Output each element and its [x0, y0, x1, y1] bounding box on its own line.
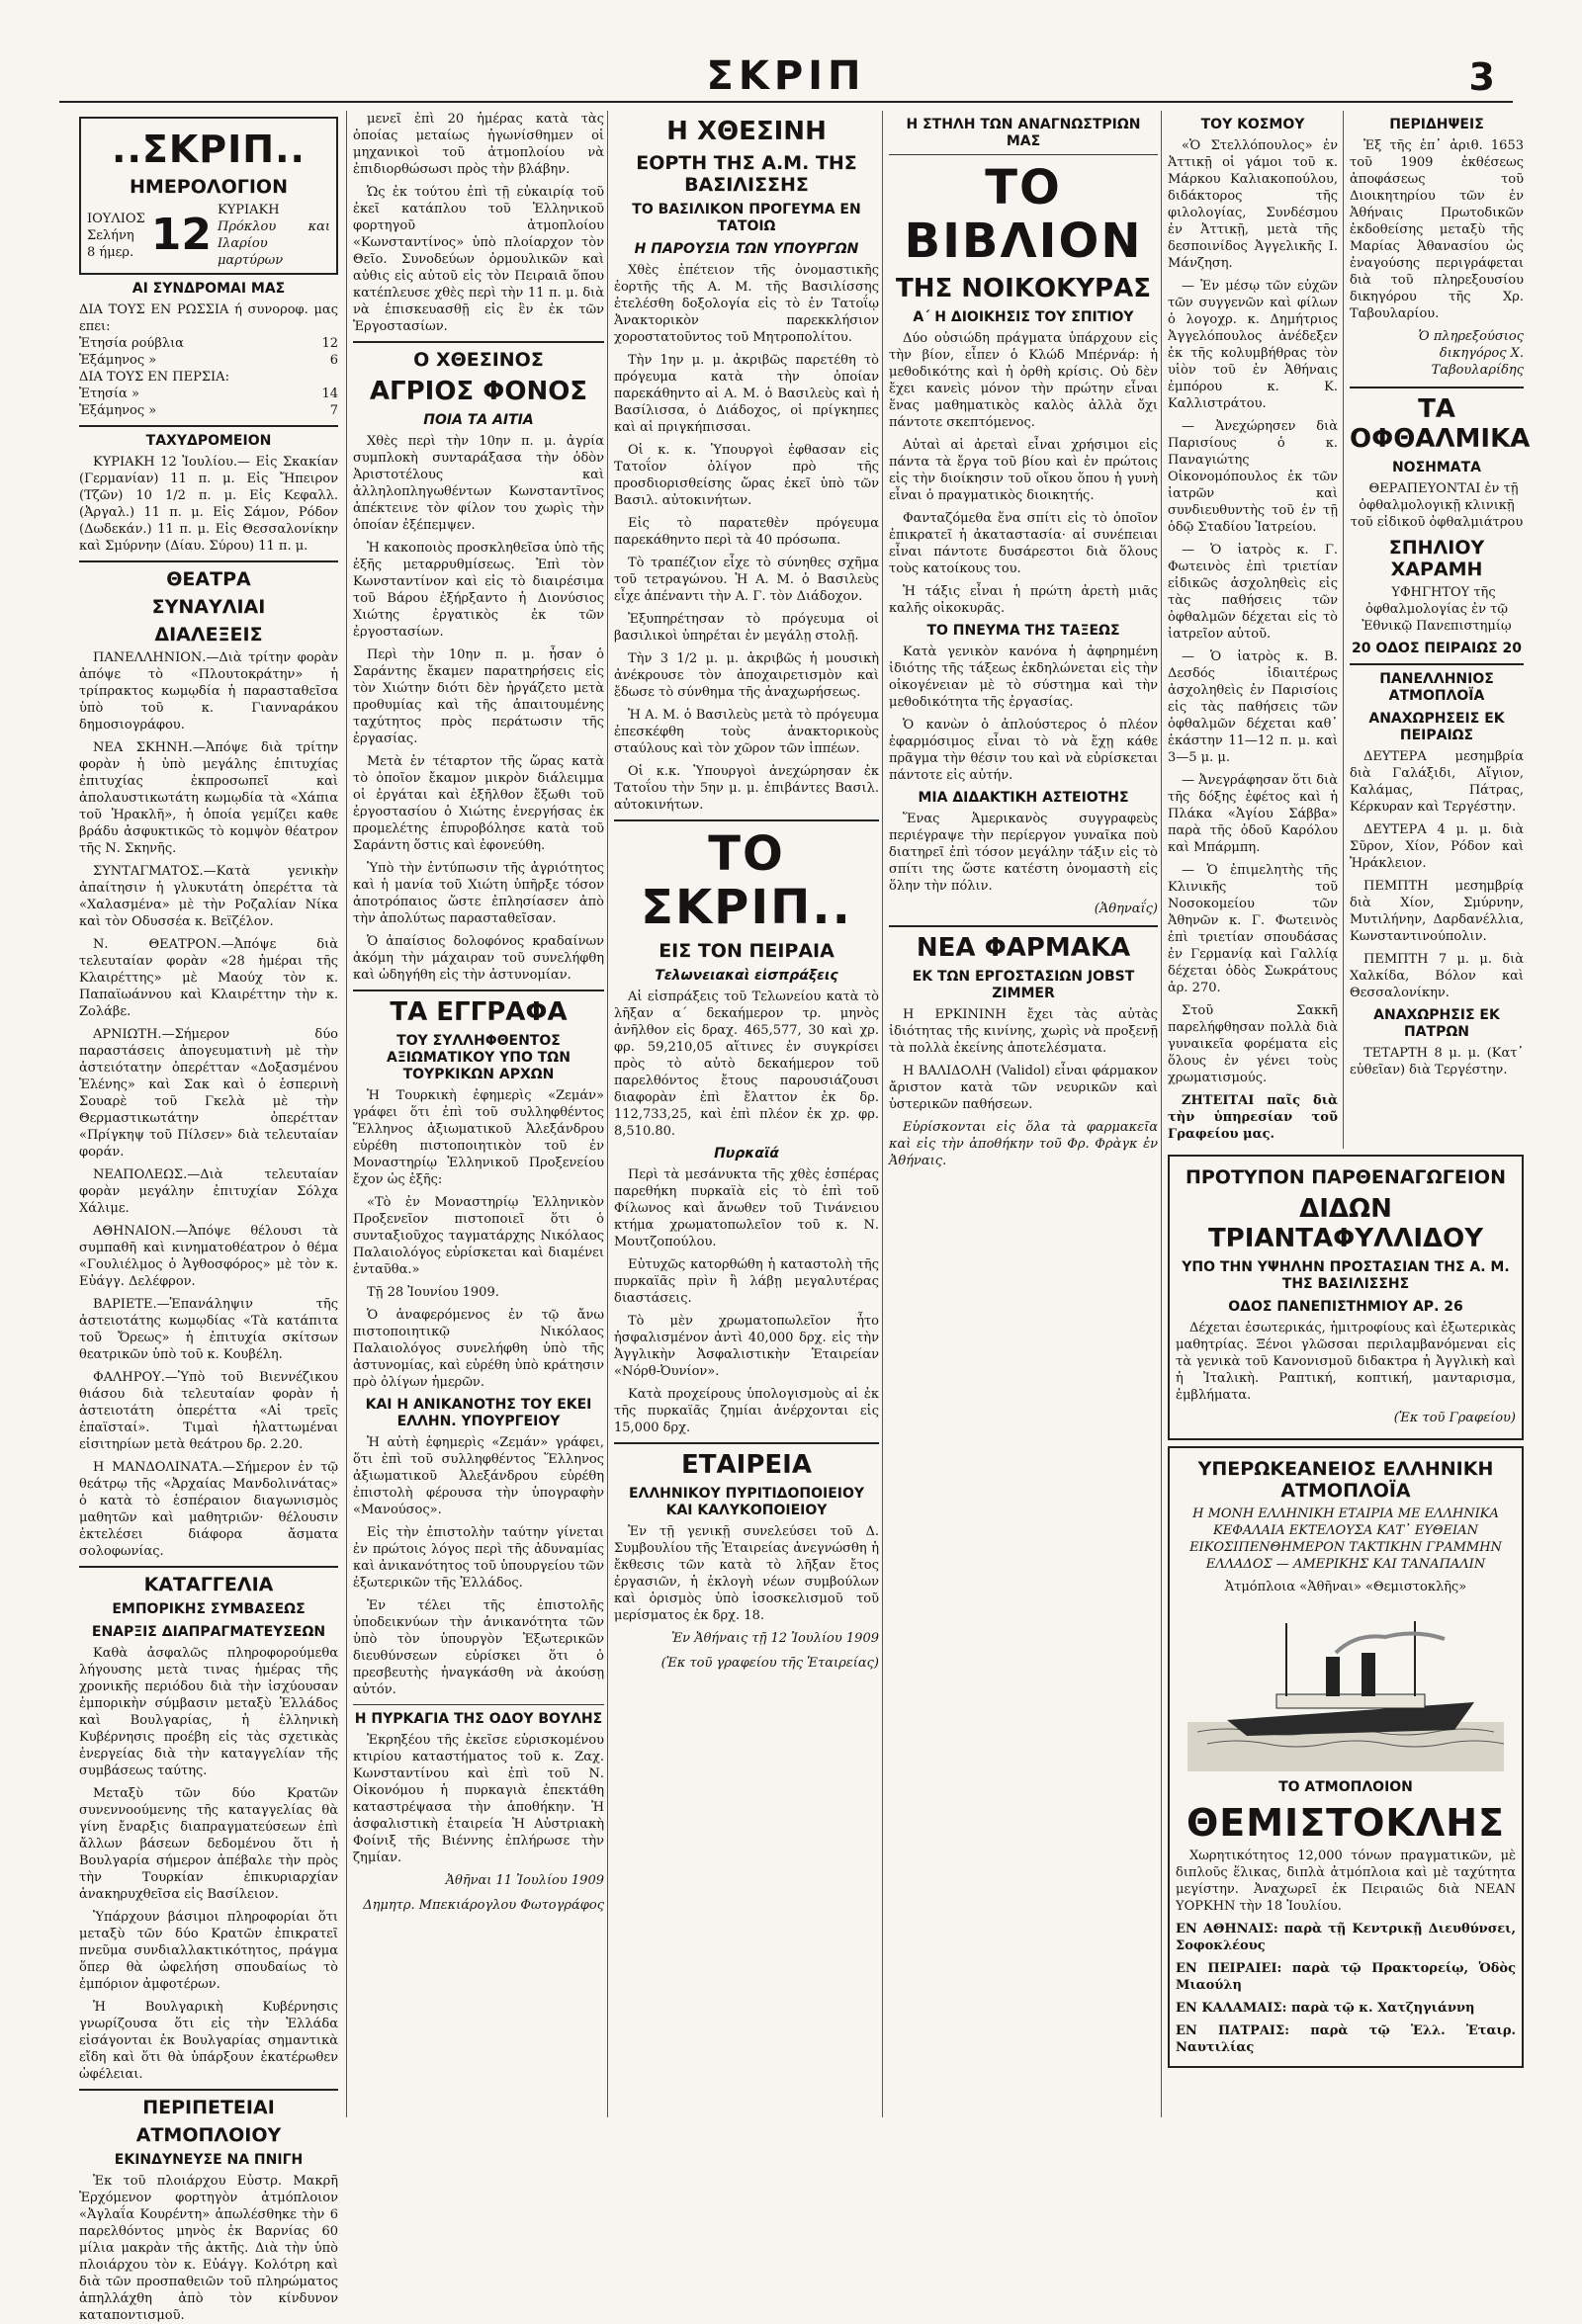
column-5-top [1168, 111, 1531, 1149]
complaint-paragraph: Ὑπάρχουν βάσιμοι πληροφορίαι ὅτι μεταξὺ τῶν δύο Κρατῶν ἐπικρατεῖ πνεῦμα συνδιαλλακτικότητος, πράγμα ὅπερ θὰ ὠφελήση σπουδαίως τὸ ἐμπόριον ἀμφοτέρων. [79, 1910, 338, 1992]
feast-paragraph: Ἐξυπηρέτησαν τὸ πρόγευμα οἱ βασιλικοὶ ὑπηρέται ἐν μεγάλῃ στολῇ. [614, 612, 879, 644]
adventures-heading: ΠΕΡΙΠΕΤΕΙΑΙ [142, 2097, 275, 2118]
world-item: «Ὁ Στελλόπουλος» ἐν Ἀττικῇ οἱ γάμοι τοῦ κ. Μάρκου Καλιακοπούλου, διδάκτορος τῆς φιλολογίας, Συνδέσμου ἐν Ἀττικῇ, μετὰ τῆς δεσποινίδος Ἀγγελικῆς Ι. Μάνζηση. [1168, 138, 1338, 271]
page-number: 3 [1468, 55, 1495, 99]
feast-paragraph: Χθὲς ἐπέτειον τῆς ὀνομαστικῆς ἑορτῆς τῆς Α. Μ. τῆς Βασιλίσσης ἐτελέσθη δοξολογία εἰς τὸ ἐν Τατοΐῳ Ἀνακτορικὸν παρεκκλήσιον χοροστατοῦντος τοῦ Μητροπολίτου. [614, 263, 879, 345]
book-paragraph: Δύο οὐσιώδη πράγματα ὑπάρχουν εἰς τὴν βίον, εἶπεν ὁ Κλώδ Μπέρνάρ: ἡ μεθοδικότης καὶ ἡ ὀρθὴ κρίσις. Οὐ δὲν ἔχει κανεὶς μόνον τὴν πρώτην εἶναι ἕνας μαθηματικὸς καλὸς ἀλλὰ ὄχι πάντοτε σκεπτόμενος. [889, 331, 1158, 430]
book-subheading: Α΄ Η ΔΙΟΙΚΗΣΙΣ ΤΟΥ ΣΠΙΤΙΟΥ [913, 309, 1134, 325]
complaint-subheading: ΕΝΑΡΞΙΣ ΔΙΑΠΡΑΓΜΑΤΕΥΣΕΩΝ [91, 1624, 326, 1640]
weekday: ΚΥΡΙΑΚΗ [217, 203, 280, 217]
divider [79, 560, 338, 562]
smoke [1336, 1633, 1445, 1653]
doctor-title: ΥΦΗΓΗΤΟΥ τῆς ὀφθαλμολογίας ἐν τῷ Ἐθνικῷ Πανεπιστημίῳ [1362, 585, 1512, 634]
lead-paragraph: Ὡς ἐκ τούτου ἐπὶ τῇ εὐκαιρίᾳ τοῦ ἐκεῖ κατάπλου τοῦ Ἑλληνικοῦ φορτηγοῦ ἀτμοπλοίου «Κωνσταντίνος» ὑπὸ πλοίαρχον τὸν Θεῖο. Συνοδεύων ὀρμουλικῶν καὶ αὐθις εἰς αὐτοῦ εἰς τὸν Πειραιᾶ ὅπου κατέπλευσε χθὲς περὶ τὴν 11 π. μ. διὰ νὰ ἐπισκευασθῇ εἰς ἓν ἐκ τῶν Ἐργοστασίων. [353, 185, 604, 334]
ship-agent: ΕΝ ΠΕΙΡΑΙΕΙ: παρὰ τῷ Πρακτορείῳ, Ὁδὸς Μιαούλη [1176, 1961, 1516, 1993]
steamship-subheading: ΑΝΑΧΩΡΗΣΕΙΣ ΕΚ ΠΕΙΡΑΙΩΣ [1368, 711, 1505, 743]
tip-signature: (Ἀθηναΐς) [1094, 902, 1158, 916]
subs-value: 14 [321, 387, 338, 401]
post-heading: ΤΑΧΥΔΡΟΜΕΙΟΝ [145, 433, 272, 449]
drugs-subheading: ΕΚ ΤΩΝ ΕΡΓΟΣΤΑΣΙΩΝ JOBST ZIMMER [912, 969, 1135, 1001]
murder-paragraph: Μετὰ ἐν τέταρτον τῆς ὥρας κατὰ τὸ ὁποῖον ἔκαμον μικρὸν διάλειμμα οἱ ἐργάται καὶ ἐξῆλθον ἔξωθι τοῦ ἐργοστασίου ὁ Χιώτης ἐνεργήσας ἐκ προμελέτης ἐπυροβόλησε κατὰ τοῦ Σαράντη ὅστις καὶ ἐφονεύθη. [353, 754, 604, 853]
steamship-subheading-2: ΑΝΑΧΩΡΗΣΙΣ ΕΚ ΠΑΤΡΩΝ [1373, 1007, 1500, 1040]
world-item: Στοῦ Σακκῆ παρελήφθησαν πολλὰ διὰ γυναικεῖα φορέματα εἰς ὅλους ἐν γένει τοὺς χρωματισμούς. [1168, 1003, 1338, 1085]
date-right [218, 202, 330, 269]
subs-row [79, 386, 338, 402]
society-heading: ΕΤΑΙΡΕΙΑ [681, 1450, 812, 1480]
notice-signature: Ὁ πληρεξούσιος δικηγόρος Χ. Ταβουλαρίδης [1418, 329, 1524, 378]
fire2-paragraph: Κατὰ προχείρους ὑπολογισμοὺς αἱ ἐκ τῆς πυρκαϊᾶς ζημίαι ἀνέρχονται εἰς 15,000 δρχ. [614, 1387, 879, 1435]
docs-heading: ΤΑ ΕΓΓΡΑΦΑ [390, 997, 568, 1027]
fire2-paragraph: Εὐτυχῶς κατορθώθη ἡ καταστολὴ τῆς πυρκαϊᾶς πρὶν ἢ λάβῃ μεγαλυτέρας διαστάσεις. [614, 1257, 879, 1306]
tip-paragraph: Ἕνας Ἀμερικανὸς συγγραφεὺς περιέγραψε τὴν περίεργον γυναῖκα ποὺ διατηρεῖ ἐπὶ τόσον μεγάλην τάξιν εἰς τὸ σπίτι της ὥστε κατέστη ὀνομαστὴ εἰς ὅλην τὴν πόλιν. [889, 812, 1158, 894]
customs-paragraph: Αἱ εἰσπράξεις τοῦ Τελωνείου κατὰ τὸ λῆξαν α΄ δεκαήμερον τρ. μηνὸς ἀνῆλθον εἰς δραχ. 465,577, 30 καὶ χρ. φρ. 59,210,05 αἵτινες ἐν συγκρίσει πρὸς τὸ αὐτὸ δεκαήμερον τοῦ παρελθόντος ἔτους παρουσιάζουσι διαφορὰν ἐπὶ ἔλαττον ἐκ δρ. 112,733,25, καὶ ἐπὶ πλέον ἐκ χρ. φρ. 8,510.80. [614, 990, 879, 1139]
world-item: — Ὁ ἰατρὸς κ. Γ. Φωτεινὸς ἐπὶ τριετίαν εἰδικῶς ἀσχοληθεὶς εἰς τὰς παθήσεις τῶν ὀφθαλμῶν δέχεται εἰς τὸ ἰατρεῖον αὐτοῦ. [1168, 543, 1338, 642]
theatre-item: Ν. ΘΕΑΤΡΟΝ.—Ἀπόψε διὰ τελευταίαν φορὰν «28 ἡμέραι τῆς Κλαιρέττης» μὲ Μαούχ τὸν κ. Παπαϊωάννου καὶ Κλαιρέττην τὴν κ. Ζολάβε. [79, 937, 338, 1019]
divider [79, 1566, 338, 1568]
ship-paragraph: Χωρητικότητος 12,000 τόνων πραγματικῶν, μὲ διπλοῦς ἕλικας, διπλὰ ἀτμόπλοια καὶ μὲ ταχύτητα μεγίστην. Ἀναχωρεῖ ἐκ Πειραιῶς διὰ ΝΕΑΝ ΥΟΡΚΗΝ τὴν 18 Ἰουλίου. [1176, 1849, 1516, 1914]
divider [1350, 663, 1524, 665]
drugs-heading: ΝΕΑ ΦΑΡΜΑΚΑ [916, 933, 1131, 963]
feast-paragraph: Τὴν 1ην μ. μ. ἀκριβῶς παρετέθη τὸ πρόγευμα κατὰ τὴν ὁποίαν παρεκάθηντο αἱ Α. Μ. ὁ Βασιλεὺς καὶ ἡ Βασίλισσα, ὁ Διάδοχος, οἱ πρίγκηπες καὶ αἱ πριγκήπισσαι. [614, 353, 879, 435]
divider [353, 990, 604, 991]
feast-paragraph: Οἱ κ. κ. Ὑπουργοὶ ἐφθασαν εἰς Τατοΐον ὀλίγον πρὸ τῆς προσδιορισθείσης ὥρας ἐκεῖ ὑπὸ τῶν Βασιλ. αὐτοκινήτων. [614, 443, 879, 508]
complaint-paragraph: Καθὰ ἀσφαλῶς πληροφορούμεθα λήγουσης μετὰ τινας ἡμέρας τῆς χρονικῆς περιόδου διὰ τὴν ἰσχύουσαν ἐμπορικὴν σύμβασιν μεταξὺ Ἑλλάδος καὶ Βουλγαρίας, ἡ ἑλληνικὴ Κυβέρνησις προέβη εἰς τὰς σχετικὰς ἐνεργείας διὰ τὴν καταγγελίαν τῆς συμβάσεως ταύτης. [79, 1646, 338, 1778]
subs-row [79, 352, 338, 369]
column-1 [79, 111, 338, 2323]
fire2-paragraph: Τὸ μὲν χρωματοπωλεῖον ἦτο ἠσφαλισμένον ἀντὶ 40,000 δρχ. εἰς τὴν Ἀγγλικὴν Ἀσφαλιστικὴν Ἑταιρείαν «Νόρθ-Ὀυνίον». [614, 1314, 879, 1379]
subs-label: Ἑξάμηνος » [79, 353, 157, 368]
column-5 [1161, 111, 1531, 2117]
customs-heading: Τελωνειακαὶ εἰσπράξεις [655, 968, 838, 984]
ship-agent: ΕΝ ΑΘΗΝΑΙΣ: παρὰ τῇ Κεντρικῇ Διευθύνσει, Σοφοκλέους [1176, 1922, 1516, 1953]
murder-paragraph: Ὁ ἀπαίσιος δολοφόνος κραδαίνων ἀκόμη τὴν μάχαιραν τοῦ συνελήφθη καὶ ὡδηγήθη εἰς τὴν ἀστυνομίαν. [353, 934, 604, 983]
drugs-footer: Εὑρίσκονται εἰς ὅλα τὰ φαρμακεῖα καὶ εἰς τὴν ἀποθήκην τοῦ Φρ. Φρὰγκ ἐν Ἀθήναις. [889, 1120, 1158, 1168]
feast-paragraph: Ἡ Α. Μ. ὁ Βασιλεὺς μετὰ τὸ πρόγευμα ἐπεσκέφθη τοὺς ἀνακτορικοὺς σταύλους καὶ τὸν χῶρον τῶν ἱππέων. [614, 708, 879, 756]
docs-paragraph: Τῇ 28 Ἰουνίου 1909. [367, 1285, 499, 1300]
ophthalmic-heading-2: ΝΟΣΗΜΑΤΑ [1391, 460, 1482, 475]
notice-label: ΠΕΡΙΔΗΨΕΙΣ [1389, 117, 1484, 132]
complaint-heading: ΚΑΤΑΓΓΕΛΙΑ [143, 1574, 274, 1595]
deck [1276, 1694, 1425, 1708]
school-ad [1168, 1155, 1524, 1440]
book-paragraph: Ἡ τάξις εἶναι ἡ πρώτη ἀρετὴ μιᾶς καλῆς οἰκοκυρᾶς. [889, 584, 1158, 616]
wanted-ad: ΖΗΤΕΙΤΑΙ παῖς διὰ τὴν ὑπηρεσίαν τοῦ Γραφείου μας. [1168, 1093, 1338, 1142]
murder-heading-2: ΑΓΡΙΟΣ ΦΟΝΟΣ [369, 377, 588, 406]
feast-paragraph: Τὸ τραπέζιον εἶχε τὸ σύνηθες σχῆμα τοῦ τετραγώνου. Ἡ Α. Μ. ὁ Βασιλεὺς εἶχε ἀπέναντι τὴν Α. Γ. τὸν Διάδοχον. [614, 556, 879, 604]
theatres-heading: ΘΕΑΤΡΑ [166, 568, 251, 590]
docs-paragraph: Εἰς τὴν ἐπιστολὴν ταύτην γίνεται ἐν πρώτοις λόγος περὶ τῆς ἀδυναμίας καὶ ἀνικανότητος τοῦ ὑπουργείου τῶν ἐξωτερικῶν τῆς Ἑλλάδος. [353, 1525, 604, 1591]
skrip-piraeus-heading-2: ΕΙΣ ΤΟΝ ΠΕΙΡΑΙΑ [659, 940, 835, 962]
column-2 [346, 111, 604, 2117]
divider [614, 819, 879, 821]
divider [889, 154, 1158, 155]
month: ΙΟΥΛΙΟΣ [87, 211, 145, 226]
calendar-subtitle: ΗΜΕΡΟΛΟΓΙΟΝ [130, 176, 288, 198]
divider [79, 2089, 338, 2091]
subs-label: Ἐτησία ρούβλια [79, 336, 184, 351]
docs-paragraph: Ἐν τέλει τῆς ἐπιστολῆς ὑποδεικνύων τὴν ἀνικανότητα τῶν ὑπὸ τὸν ὑπουργὸν Ἐξωτερικῶν διευθύνσεων εὑρίσκει ὅτι ὁ πρεσβευτὴς ἠναγκάσθη νὰ ἀκούσῃ αὐτόν. [353, 1598, 604, 1697]
feast-paragraph: Τὴν 3 1/2 μ. μ. ἀκριβῶς ἡ μουσικὴ ἀνέκρουσε τὸν ἀποχαιρετισμὸν καὶ ἔδωσε τὸ σύνθημα τῆς ἀναχωρήσεως. [614, 651, 879, 700]
divider [1350, 387, 1524, 388]
spirit-heading: ΤΟ ΠΝΕΥΜΑ ΤΗΣ ΤΑΞΕΩΣ [926, 623, 1120, 639]
docs-paragraph: Ὁ ἀναφερόμενος ἐν τῷ ἄνω πιστοποιητικῷ Νικόλαος Παλαιολόγος συνελήφθη ὑπὸ τῆς ἀστυνομίας, καὶ εὑρέθη ὑπὸ κράτησιν πρὸ ὀλίγων ἡμερῶν. [353, 1308, 604, 1390]
readers-column-label: Η ΣΤΗΛΗ ΤΩΝ ΑΝΑΓΝΩΣΤΡΙΩΝ ΜΑΣ [906, 117, 1141, 149]
world-item: — Ὁ ἰατρὸς κ. Β. Δεσδός ἰδιαιτέρως ἀσχοληθεὶς ἐν Παρισίοις εἰς τὰς παθήσεις τῶν ὀφθαλμῶν δέχεται καθ᾿ ἑκάστην 11—12 π. μ. καὶ 3—5 μ. μ. [1168, 649, 1338, 765]
murder-subheading: ΠΟΙΑ ΤΑ ΑΙΤΙΑ [423, 412, 534, 428]
theatre-item: ΣΥΝΤΑΓΜΑΤΟΣ.—Κατὰ γενικὴν ἀπαίτησιν ἡ γλυκυτάτη ὀπερέττα τὰ «Χαλασμένα» μὲ τὴν Ροζαλίαν Νίκα καὶ τὸν Οδυσσέα κ. Βεϊζέλον. [79, 864, 338, 929]
book-heading-2: ΤΗΣ ΝΟΙΚΟΚΥΡΑΣ [895, 274, 1151, 303]
doctor-name: ΣΠΗΛΙΟΥ ΧΑΡΑΜΗ [1388, 537, 1485, 580]
murder-heading: Ο ΧΘΕΣΙΝΟΣ [413, 349, 544, 371]
theatre-item: Η ΜΑΝΔΟΛΙΝΑΤΑ.—Σήμερον ἐν τῷ θεάτρῳ τῆς «Ἀρχαίας Μανδολινάτας» ὁ κατὰ τὸ ἑσπέραιον διαγωνισμὸς μαθητῶν καὶ μαθητριῶν· θέλουσιν ἐκτελέσει διάφορα ἄσματα σολοφωνίας. [79, 1460, 338, 1559]
theatre-item: ΝΕΑΠΟΛΕΩΣ.—Διὰ τελευταίαν φορὰν μεγάλην ἐπιτυχίαν Σόλχα Χάλιμε. [79, 1167, 338, 1216]
steamship-item: ΔΕΥΤΕΡΑ μεσημβρία διὰ Γαλάξιδι, Αἴγιον, Καλάμας, Πάτρας, Κέρκυραν καὶ Τεργέστην. [1350, 749, 1524, 815]
school-heading: ΠΡΟΤΥΠΟΝ ΠΑΡΘΕΝΑΓΩΓΕΙΟΝ [1185, 1166, 1506, 1188]
moon-phase: Σελήνη 8 ήμερ. [87, 227, 134, 260]
spirit-paragraph: Κατὰ γενικὸν κανόνα ἡ ἀφηρημένη ἰδιότης τῆς τάξεως ἐκδηλώνεται εἰς τὴν οἰκογένειαν μὲ τὸ σύστημα καὶ τὴν μεθοδικότητα τῆς ἐργασίας. [889, 645, 1158, 710]
theatre-item: ΑΡΝΙΩΤΗ.—Σήμερον δύο παραστάσεις ἀπογευματινὴ μὲ τὴν ἀστειότατην ὀπερέτταν «Δοξασμένου Ἑλένης» καὶ Σακ καὶ ὁ ἑσπερινὴ Σουαρὲ τοῦ Γκελὰ μὲ τὴν Θερμαστικωτάτην ὀπερέτταν «Πρίγκηψ τοῦ Πίλσεν» διὰ τελευταίαν φοράν. [79, 1027, 338, 1160]
calendar-box [79, 117, 338, 275]
fire-paragraph: Ἐκρηξέου τῆς ἐκεῖσε εὑρισκομένου κτιρίου καταστήματος τοῦ κ. Ζαχ. Κωνσταντίνου καὶ ἐπὶ τοῦ Ν. Οἰκονόμου ἡ πυρκαγιὰ ἐπεκτάθη καταστρέψασα τὴν ἀποθήκην. Ἡ ἀσφαλιστικὴ ἑταιρεία Ἡ Αὐστριακὴ Φοίνιξ τῆς Βιέννης ἐπλήρωσε τὴν ζημίαν. [353, 1733, 604, 1865]
concerts-heading: ΣΥΝΑΥΛΙΑΙ [151, 596, 266, 618]
date-block [87, 202, 330, 269]
world-item: — Ἀνεχώρησεν διὰ Παρισίους ὁ κ. Παναγιώτης Οἰκονομόπουλος ἐκ τῶν ἰατρῶν καὶ συνδιευθυντὴς τοῦ ἐν τῇ ὁδῷ Σταδίου Ἰατρείου. [1168, 419, 1338, 535]
murder-paragraph: Χθὲς περὶ τὴν 10ην π. μ. ἀγρία συμπλοκὴ συνταράξασα τὴν ὁδὸν Ἀριστοτέλους καὶ ἀλληλοπληγωθέντων Κωνσταντῖνος ἀπέκτεινε τὸν φίλον του χωρὶς τὴν ὁποίαν ἐξέπεμψεν. [353, 434, 604, 533]
tip-heading: ΜΙΑ ΔΙΔΑΚΤΙΚΗ ΑΣΤΕΙΟΤΗΣ [918, 790, 1129, 806]
masthead-title: ΣΚΡΙΠ [706, 53, 866, 99]
feast-paragraph: Εἰς τὸ παρατεθὲν πρόγευμα παρεκάθηντο περὶ τὰ 40 πρόσωπα. [614, 516, 879, 548]
adventures-paragraph: Ἐκ τοῦ πλοιάρχου Εὐστρ. Μακρῆ Ἐρχόμενον φορτηγὸν ἀτμόπλοιον «Ἀγλαΐα Κουρέντη» ἀπωλέσθηκε τὴν 6 παρελθόντος μηνὸς ἐκ Βαρνίας 60 μίλια μακρὰν τῆς ἀκτῆς. Διὰ τὴν ὑπὸ πλοιάρχου τὸν κ. Εὐάγγ. Κολότρη καὶ διὰ τῶν προσπαθειῶν τοῦ πληρώματος ἀπηλλάχθη ἀπὸ τὸν κίνδυνον καταποντισμοῦ. [79, 2174, 338, 2323]
feast-paragraph: Οἱ κ.κ. Ὑπουργοὶ ἀνεχώρησαν ἐκ Τατοΐου τὴν 5ην μ. μ. ἐπιβάντες Βασιλ. αὐτοκινήτων. [614, 764, 879, 813]
feast-heading: Η ΧΘΕΣΙΝΗ [666, 117, 827, 146]
divider [614, 1442, 879, 1444]
docs-paragraph: Ἡ αὐτὴ ἐφημερὶς «Ζεμάν» γράφει, ὅτι ἐπὶ τοῦ συλληφθέντος Ἕλληνος ἀξιωματικοῦ Ἀλεξάνδρου εὑρέθη ἐπιστολὴ φέρουσα τὴν ὑπογραφὴν «Μανούσος». [353, 1435, 604, 1517]
subs-value: 12 [321, 336, 338, 351]
ophthalmic-text: ΘΕΡΑΠΕΥΟΝΤΑΙ ἐν τῇ ὀφθαλμολογικῇ κλινικῇ τοῦ εἰδικοῦ ὀφθαλμιάτρου [1350, 481, 1524, 530]
school-address: ΟΔΟΣ ΠΑΝΕΠΙΣΤΗΜΙΟΥ ΑΡ. 26 [1228, 1299, 1463, 1315]
notice-paragraph: Ἐξ τῆς ἐπ᾿ ἀριθ. 1653 τοῦ 1909 ἐκθέσεως ἀποφάσεως τοῦ Διοικητηρίου τῶν ἐν Ἀθήναις Πρωτοδικῶν ἐκδοθείσης μεταξὺ τῆς Μαρίας Ἀθανασίου ὡς ἐναγούσης περιγράφεται διὰ τοῦ πληρεξουσίου δικηγόρου τῆς Χρ. Ταβουλαρίου. [1350, 138, 1524, 321]
world-item: — Ὁ ἐπιμελητὴς τῆς Κλινικῆς τοῦ Νοσοκομείου τῶν Ἀθηνῶν κ. Γ. Φωτεινὸς ἐπὶ τριετίαν σπουδάσας ἐν Γερμανίᾳ καὶ Γαλλίᾳ δέχεται ὁδὸς Σωκράτους ἀρ. 270. [1168, 863, 1338, 995]
adventures-heading-2: ΑΤΜΟΠΛΟΙΟΥ [135, 2124, 282, 2146]
school-name: ΔΙΔΩΝ ΤΡΙΑΝΤΑΦΥΛΛΙΔΟΥ [1207, 1194, 1484, 1253]
world-item: — Ἐν μέσῳ τῶν εὐχῶν τῶν συγγενῶν καὶ φίλων ὁ λογοχρ. κ. Δημήτριος Ἀγγελόπουλος ἀνέδεξεν ἐκ τῆς κολυμβήθρας τὸν υἱὸν τοῦ ἐν Ἀθήναις ἐμπόρου κ. Κ. Καλλιστράτου. [1168, 279, 1338, 411]
fire-signature: Ἀθῆναι 11 Ἰουλίου 1909 [445, 1873, 604, 1888]
feast-subheading-2: Η ΠΑΡΟΥΣΙΑ ΤΩΝ ΥΠΟΥΡΓΩΝ [634, 241, 859, 257]
funnel-icon [1326, 1657, 1340, 1696]
fire2-paragraph: Περὶ τὰ μεσάνυκτα τῆς χθὲς ἑσπέρας παρεθήκη πυρκαϊὰ εἰς τὸ ἐπὶ τοῦ Φίλωνος καὶ ἄνωθεν τοῦ Τινάνειου κτήμα χρωματοπωλεῖον τοῦ κ. Ν. Μουτζοπούλου. [614, 1167, 879, 1249]
subscriptions-heading: ΑΙ ΣΥΝΔΡΟΜΑΙ ΜΑΣ [132, 281, 286, 297]
drugs-item: Η ΕΡΚΙΝΙΝΗ ἔχει τὰς αὐτὰς ἰδιότητας τῆς κινίνης, χωρὶς νὰ προξενῇ τὰ πολλὰ ἐκείνης ἀποτελέσματα. [889, 1007, 1158, 1056]
steamship-item: ΔΕΥΤΕΡΑ 4 μ. μ. διὰ Σῦρον, Χίον, Ρόδον καὶ Ἠράκλειον. [1350, 822, 1524, 871]
divider [353, 1704, 604, 1705]
school-paragraph: Δέχεται ἐσωτερικάς, ἡμιτροφίους καὶ ἐξωτερικὰς μαθητρίας. Ξένοι γλῶσσαι περιλαμβανόμεναι εἰς τὰ γενικὰ τοῦ Κανονισμοῦ διδακτρα ἡ Ἀγγλικὴ καὶ ἡ Ἰταλικὴ. Ραπτική, κοπτική, μανταρισμα, ἐμβλήματα. [1176, 1321, 1516, 1403]
calendar-title: ..ΣΚΡΙΠ.. [112, 128, 306, 171]
steamship-illustration [1187, 1603, 1504, 1771]
divider [353, 341, 604, 343]
feast-subheading: ΤΟ ΒΑΣΙΛΙΚΟΝ ΠΡΟΓΕΥΜΑ ΕΝ ΤΑΤΟΙΩ [632, 202, 861, 234]
fire-heading: Η ΠΥΡΚΑΓΙΑ ΤΗΣ ΟΔΟΥ ΒΟΥΛΗΣ [354, 1711, 603, 1727]
murder-paragraph: Ὑπὸ τὴν ἐντύπωσιν τῆς ἀγριότητος καὶ ἡ μανία τοῦ Χιώτη ὑπῆρξε τόσον ἀποτρόπαιος ὥστε ἐπλησίασεν ἀπὸ τὴν ἀπολύτως παρασταθεῖσαν. [353, 861, 604, 926]
murder-paragraph: Περὶ τὴν 10ην π. μ. ἦσαν ὁ Σαράντης ἔκαμεν παρατηρήσεις εἰς τὸν Χιώτην διότι δὲν ἠργάζετο μετὰ προθυμίας καὶ τῆς ἀπαιτουμένης ταχύτητος πρὸς περάτωσιν τῆς ἐργασίας. [353, 647, 604, 746]
subs-label: Ἐτησία » [79, 387, 139, 401]
subs-row [79, 335, 338, 352]
ship-agent: ΕΝ ΚΑΛΑΜΑΙΣ: παρὰ τῷ κ. Χατζηγιάννη [1176, 2001, 1475, 2016]
subs-value: 7 [329, 403, 338, 418]
drugs-item: Η ΒΑΛΙΔΟΛΗ (Validol) εἶναι φάρμακον ἄριστον κατὰ τῶν νευρικῶν καὶ ὑστερικῶν παθήσεων. [889, 1064, 1158, 1112]
clinic-address: 20 ΟΔΟΣ ΠΕΙΡΑΙΩΣ 20 [1351, 641, 1523, 656]
world-label: ΤΟΥ ΚΟΣΜΟΥ [1200, 117, 1305, 132]
theatre-item: ΠΑΝΕΛΛΗΝΙΟΝ.—Διὰ τρίτην φορὰν ἀπόψε τὸ «Πλουτοκράτην» ἡ τρίπρακτος κωμῳδία ἡ παρασταθεῖσα ὑπὸ τοῦ κ. Γιανναράκου δημοσιογράφου. [79, 650, 338, 732]
column-4 [882, 111, 1158, 2117]
theatre-item: ΝΕΑ ΣΚΗΝΗ.—Ἀπόψε διὰ τρίτην φορὰν ἡ ὑπὸ μεγάλης ἐπιτυχίας ἐπιτυχίας ἐκπροσωπεῖ καὶ ἀπολαυστικωτάτη κωμῳδία τὰ «Χάπια τοῦ Ἡρακλῆ», ἡ ὁποία γεμίζει καθε βράδυ ἀσφυκτικῶς τὸ κομψὸν θέατρον τῆς Ν. Σκηνῆς. [79, 740, 338, 856]
book-paragraph: Φανταζόμεθα ἕνα σπίτι εἰς τὸ ὁποῖον ἐπικρατεῖ ἡ ἀκαταστασία· αἱ συνέπειαι εἶναι πάντοτε δυσάρεστοι διὰ ὅλους τοὺς κατοίκους του. [889, 511, 1158, 576]
docs-paragraph: Ἡ Τουρκικὴ ἐφημερὶς «Ζεμάν» γράφει ὅτι ἐπὶ τοῦ συλληφθέντος Ἕλληνος ἀξιωματικοῦ Ἀλεξάνδρου εὑρέθη πιστοποιητικὸν τοῦ ἐν Μοναστηρίῳ Ἑλληνικοῦ Προξενείου ἔχον ὡς ἑξῆς: [353, 1088, 604, 1187]
spirit-paragraph: Ὁ κανὼν ὁ ἀπλούστερος ὁ πλέον ἐφαρμόσιμος εἶναι τὸ νὰ ἔχῃ κάθε πρᾶγμα τὴν θέσιν του καὶ νὰ εὑρίσκεται πάντοτε εἰς αὐτήν. [889, 718, 1158, 783]
atlantic-heading: ΥΠΕΡΩΚΕΑΝΕΙΟΣ ΕΛΛΗΝΙΚΗ ΑΤΜΟΠΛΟΪΑ [1197, 1458, 1494, 1502]
ship-agent: ΕΝ ΠΑΤΡΑΙΣ: παρὰ τῷ Ἑλλ. Ἐταιρ. Ναυτιλίας [1176, 2023, 1516, 2055]
right-subcolumn [1343, 111, 1531, 1149]
atlantic-subheading: Η ΜΟΝΗ ΕΛΛΗΝΙΚΗ ΕΤΑΙΡΙΑ ΜΕ ΕΛΛΗΝΙΚΑ ΚΕΦΑΛΑΙΑ ΕΚΤΕΛΟΥΣΑ ΚΑΤ᾿ ΕΥΘΕΙΑΝ ΕΙΚΟΣΙΠΕΝΘΗΜΕΡΟΝ ΤΑΚΤΙΚΗΝ ΓΡΑΜΜΗΝ ΕΛΛΑΔΟΣ — ΑΜΕΡΙΚΗΣ ΚΑΙ ΤΑΝΑΠΑΛΙΝ [1189, 1506, 1502, 1572]
post-text: ΚΥΡΙΑΚΗ 12 Ἰουλίου.— Εἰς Σκακίαν (Γερμανίαν) 11 π. μ. Εἰς Ἤπειρον (Τζῶν) 10 1/2 π. μ. Εἰς Κεφαλλ. (Ἀργαλ.) 11 π. μ. Εἰς Σάμον, Ρόδον (Δωδεκάν.) 11 π. μ. Εἰς Θεσσαλονίκην καὶ Σμύρνην (Δίαυ. Σύρου) 11 π. μ. [79, 455, 338, 554]
steamship-item: ΠΕΜΠΤΗ μεσημβρίᾳ διὰ Χίον, Σμύρνην, Μυτιλήνην, Δαρδανέλλια, Κωνσταντινούπολιν. [1350, 879, 1524, 944]
society-paragraph: Ἐν τῇ γενικῇ συνελεύσει τοῦ Δ. Συμβουλίου τῆς Ἑταιρείας ἀνεγνώσθη ἡ ἔκθεσις τῶν κατὰ τὸ λῆξαν ἔτος ἐργασιῶν, ἡ ἐκλογὴ νέων συμβούλων καὶ ὁρισμὸς ὑπὸ ἰσοσκελισμοῦ τοῦ μερίσματος ἐκ δρχ. 18. [614, 1524, 879, 1623]
subs-russia: ΔΙΑ ΤΟΥΣ ΕΝ ΡΩΣΣΙΑ ή συνοροφ. μας επει: [79, 302, 338, 334]
school-signature: (Ἐκ τοῦ Γραφείου) [1393, 1411, 1516, 1425]
saint-of-day: Πρόκλου και Ιλαρίου μαρτύρων [217, 219, 330, 268]
book-heading: ΤΟ ΒΙΒΛΙΟΝ [904, 160, 1143, 269]
theatre-item: ΦΑΛΗΡΟΥ.—Ὑπὸ τοῦ Βιεννέζικου θιάσου διὰ τελευταίαν φορὰν ἡ ἀστειοτάτη ὀπερέττα «Αἱ τρεῖς ἐπαϊσταί». Τιμαὶ ἠλαττωμέναι εἰσιτηρίων μετὰ θεάτρου δρ. 2.20. [79, 1370, 338, 1452]
funnel-icon [1362, 1653, 1375, 1696]
atlantic-route: Ἀτμόπλοια «Ἀθῆναι» «Θεμιστοκλῆς» [1224, 1580, 1467, 1594]
masthead [59, 51, 1513, 103]
divider [889, 925, 1158, 927]
lead-paragraph: μενεῖ ἐπὶ 20 ἡμέρας κατὰ τὰς ὁποίας μεταίως ἠγωνίσθημεν οἱ μηχανικοὶ τοῦ ἀτμοπλοίου νὰ ἐπιδιορθώσωσι πρὸς τὴν βλάβην. [353, 112, 604, 177]
complaint-paragraph: Ἡ Βουλγαρικὴ Κυβέρνησις γνωρίζουσα ὅτι εἰς τὴν Ἑλλάδα εἰσάγονται ἐκ Βουλγαρίας σημαντικὰ εἴδη καὶ ὅτι θὰ ὑπάρξουν ἐκατέρωθεν ὠφέλειαι. [79, 2000, 338, 2082]
complaint-paragraph: Μεταξὺ τῶν δύο Κρατῶν συνεννοούμενης τῆς καταγγελίας θὰ γίνη ἔναρξις διαπραγματεύσεων ἐπὶ ἄλλων βάσεων δεδομένου ὅτι ἡ Βουλγαρία σήμερον ἀπέβαλε τὴν πρὸς τὴν Τουρκίαν ἐπικυριαρχίαν ἀνακηρυχθεῖσα εἰς Βασίλειον. [79, 1786, 338, 1902]
date-left [87, 211, 145, 261]
skrip-piraeus-heading: ΤΟ ΣΚΡΙΠ.. [641, 826, 852, 935]
subs-row [79, 402, 338, 419]
ophthalmic-heading: ΤΑ ΟΦΘΑΛΜΙΚΑ [1350, 394, 1531, 454]
adventures-subheading: ΕΚΙΝΔΥΝΕΥΣΕ ΝΑ ΠΝΙΓΗ [114, 2152, 304, 2168]
book-paragraph: Αὐταὶ αἱ ἀρεταὶ εἶναι χρήσιμοι εἰς πάντα τὰ ἔργα τοῦ βίου καὶ ἐν πρώτοις εἰς τὴν διοίκησιν τοῦ οἴκου ὅπου ἡ γυνὴ εἶναι ὁ πραγματικὸς διοικητής. [889, 438, 1158, 503]
docs-subheading: ΤΟΥ ΣΥΛΛΗΦΘΕΝΤΟΣ ΑΞΙΩΜΑΤΙΚΟΥ ΥΠΟ ΤΩΝ ΤΟΥΡΚΙΚΩΝ ΑΡΧΩΝ [387, 1033, 571, 1082]
lectures-heading: ΔΙΑΛΕΞΕΙΣ [154, 624, 263, 646]
fire2-heading: Πυρκαϊά [714, 1146, 779, 1162]
docs-paragraph: «Τὸ ἐν Μοναστηρίῳ Ἑλληνικὸν Προξενεῖον πιστοποιεῖ ὅτι ὁ συνταξιοῦχος ταγματάρχης Νικόλαος Παλαιολόγος εὑρίσκεται καὶ διαμένει ἐνταῦθα.» [353, 1195, 604, 1277]
steamship-item: ΤΕΤΑΡΤΗ 8 μ. μ. (Κατ᾿ εὐθεῖαν) διὰ Τεργέστην. [1350, 1046, 1524, 1077]
theatre-item: ΑΘΗΝΑΙΟΝ.—Ἀπόψε θέλουσι τὰ συμπαθῆ καὶ κινηματοθέατρον ὁ θέμα «Γουλιέλμος ὁ Ἀγθοσφόρος» μὲ τὸν κ. Εὐάγγ. Δελέφρον. [79, 1224, 338, 1289]
world-section [1168, 111, 1338, 1149]
society-signature-2: (Ἐκ τοῦ γραφείου τῆς Ἑταιρείας) [660, 1656, 879, 1671]
complaint-heading-2: ΕΜΠΟΡΙΚΗΣ ΣΥΜΒΑΣΕΩΣ [112, 1601, 306, 1617]
murder-paragraph: Ἡ κακοποιὸς προσκληθεῖσα ὑπὸ τῆς ἐξῆς μεταρρυθμίσεως. Ἐπὶ τὸν Κωνσταντίνον καὶ εἰς τὸ διαιρέσιμα τοῦ Βάρου ἐξήρξαντο ἡ Διονύσιος Χιώτης ἐργατικὸς ἐκ τῶν ἐργοστασίων. [353, 541, 604, 640]
divider [79, 425, 338, 427]
ship-caption: ΤΟ ΑΤΜΟΠΛΟΙΟΝ [1278, 1779, 1413, 1795]
ship-name: ΘΕΜΙΣΤΟΚΛΗΣ [1186, 1801, 1505, 1845]
steamship-heading: ΠΑΝΕΛΛΗΝΙΟΣ ΑΤΜΟΠΛΟΪΑ [1379, 671, 1494, 704]
atlantic-ad [1168, 1446, 1524, 2068]
subs-label: Ἑξάμηνος » [79, 403, 157, 418]
day-number: 12 [150, 210, 212, 260]
school-patron: ΥΠΟ ΤΗΝ ΥΨΗΛΗΝ ΠΡΟΣΤΑΣΙΑΝ ΤΗΣ Α. Μ. ΤΗΣ ΒΑΣΙΛΙΣΣΗΣ [1182, 1259, 1510, 1292]
column-3 [607, 111, 879, 2117]
subs-persia: ΔΙΑ ΤΟΥΣ ΕΝ ΠΕΡΣΙΑ: [79, 370, 229, 385]
docs-subheading-2: ΚΑΙ Η ΑΝΙΚΑΝΟΤΗΣ ΤΟΥ ΕΚΕΙ ΕΛΛΗΝ. ΥΠΟΥΡΓΕΙΟΥ [365, 1397, 592, 1429]
society-subheading: ΕΛΛΗΝΙΚΟΥ ΠΥΡΙΤΙΔΟΠΟΙΕΙΟΥ ΚΑΙ ΚΑΛΥΚΟΠΟΙΕΙΟΥ [628, 1486, 865, 1518]
world-item: — Ἀνεγράφησαν ὅτι διὰ τῆς δόξης ἐφέτος καὶ ἡ Πλάκα «Ἁγίου Σάββα» παρὰ τῆς ὁδοῦ Καρόλου καὶ Μπάρμπη. [1168, 773, 1338, 855]
subs-value: 6 [329, 353, 338, 368]
society-signature: Ἐν Ἀθήναις τῇ 12 Ἰουλίου 1909 [671, 1631, 879, 1646]
fire-signature-2: Δημητρ. Μπεκιάρογλου Φωτογράφος [363, 1898, 604, 1913]
theatre-item: ΒΑΡΙΕΤΕ.—Ἐπανάληψιν τῆς ἀστειοτάτης κωμῳδίας «Τὰ κατάπιτα τοῦ Ὄρεως» ἡ ἐπιτυχία σκίτσων θεατρικῶν ὑπὸ τοῦ κ. Κουβέλη. [79, 1297, 338, 1362]
feast-heading-2: ΕΟΡΤΗ ΤΗΣ Α.Μ. ΤΗΣ ΒΑΣΙΛΙΣΣΗΣ [636, 152, 857, 196]
steamship-item: ΠΕΜΠΤΗ 7 μ. μ. διὰ Χαλκίδα, Βόλον καὶ Θεσσαλονίκην. [1350, 952, 1524, 1000]
